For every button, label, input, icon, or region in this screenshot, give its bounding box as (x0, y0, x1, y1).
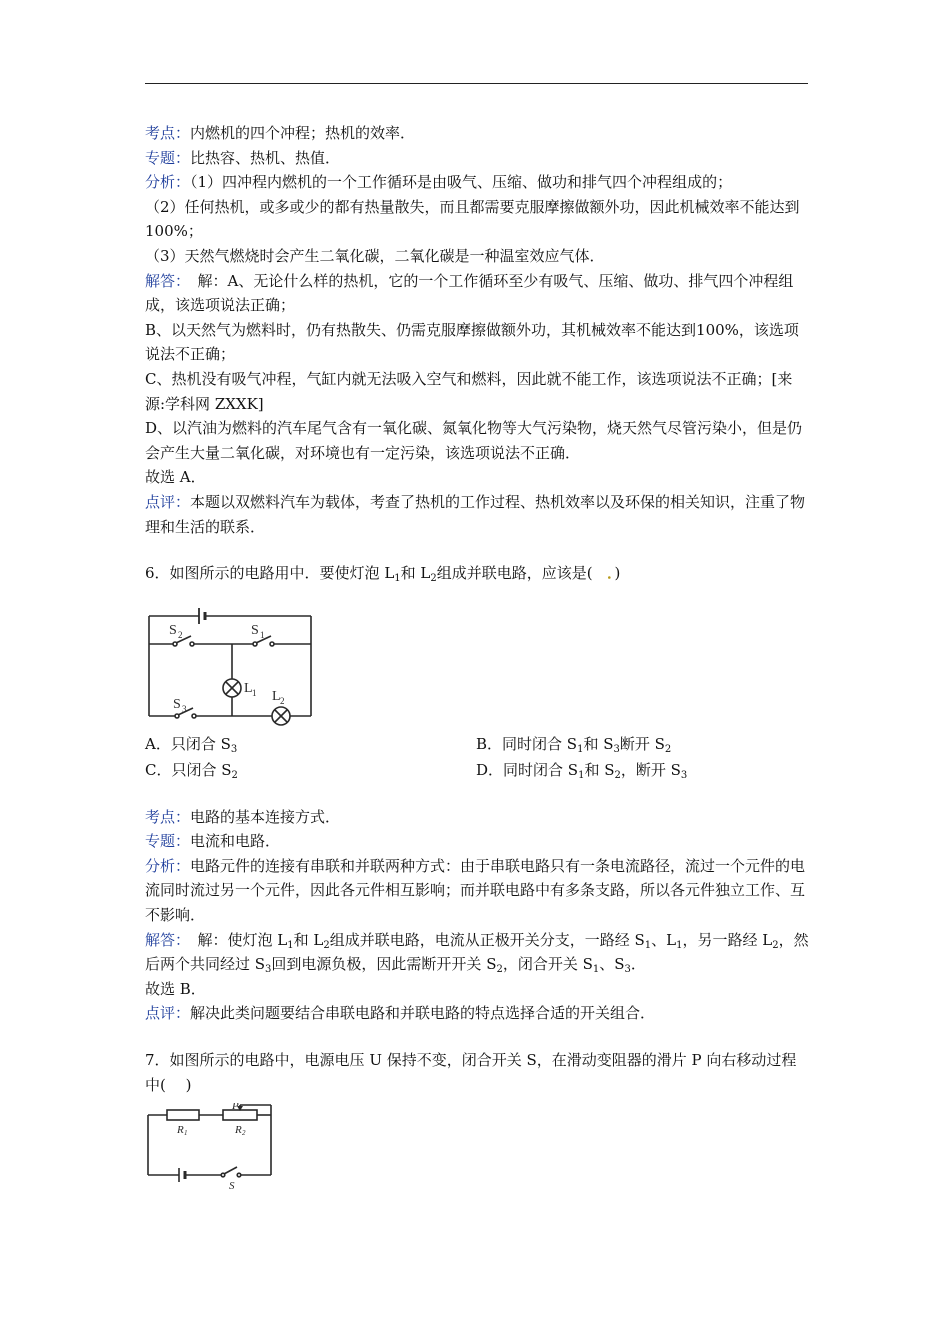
svg-text:S: S (251, 622, 259, 638)
guxuan: 故选 A． (145, 468, 206, 487)
svg-text:P: P (232, 1103, 239, 1113)
svg-text:R: R (235, 1124, 242, 1137)
svg-text:L: L (244, 680, 253, 696)
dianping-line: 点评：本题以双燃料汽车为载体，考查了热机的工作过程、热机效率以及环保的相关知识，注重了物理和生活的联系． (145, 492, 806, 536)
q6-stem: 6．如图所示的电路用中．要使灯泡 $L_1$和 $L_2$组成并联电路，应该是( ．) (145, 564, 621, 585)
svg-text:S: S (169, 622, 177, 638)
fenxi-label: 分析： (145, 173, 191, 192)
svg-text:2: 2 (242, 1129, 246, 1138)
guxuan-6: 故选 B． (145, 979, 206, 998)
choice-b[interactable]: B．同时闭合 $S_1$和 $S_3$断开 $S_2$ (476, 734, 672, 755)
q6-choices (145, 732, 810, 783)
dianping-line-6: 点评：解决此类问题要结合串联电路和并联电路的特点选择合适的开关组合． (145, 1004, 656, 1023)
answer-mark: ． (606, 564, 615, 583)
fenxi-line-6: 分析：电路元件的连接有串联和并联两种方式：由于串联电路只有一条电流路径，流过一个元件的电流同时流过另一个元件，因此各元件相互影响；而并联电路中有多条支路，所以各元件独立工作、互不影响． (145, 856, 806, 925)
jieda-c: C、热机没有吸气冲程，气缸内就无法吸入空气和燃料，因此就不能工作，该选项说法不正确；[来源:学科网 ZXXK] (145, 369, 793, 413)
jieda-label: 解答： (145, 271, 183, 290)
svg-text:1: 1 (184, 1129, 188, 1138)
jieda-line-6: 解答： 解：使灯泡 $L_1$和 $L_2$组成并联电路，电流从正极开关分支，一路经 $S_1$、$L_1$，另一路经 $L_2$，然后两个共同经过 $S_3$回到电源负极，因此需断开开关 $S_2$，闭合开关 $S_1$、$S_3$． (145, 930, 809, 976)
fenxi-line-3: （3）天然气燃烧时会产生二氧化碳，二氧化碳是一种温室效应气体． (145, 246, 605, 265)
zhuanti-label: 专题： (145, 148, 191, 167)
choice-c[interactable]: C．只闭合 $S_2$ (145, 760, 238, 781)
q7-stem: 7．如图所示的电路中，电源电压 U 保持不变，闭合开关 S，在滑动变阻器的滑片 P 向右移动过程中( ) (145, 1051, 797, 1094)
zhuanti-line: 专题：比热容、热机、热值． (145, 148, 341, 167)
svg-text:1: 1 (260, 629, 265, 640)
fenxi-line: 分析：（1）四冲程内燃机的一个工作循环是由吸气、压缩、做功和排气四个冲程组成的； (145, 173, 733, 192)
svg-text:S: S (229, 1180, 235, 1192)
fenxi-line-2: （2）任何热机，或多或少的都有热量散失，而且都需要克服摩擦做额外功，因此机械效率不能达到100%； (145, 197, 800, 241)
kaodian-line-6: 考点：电路的基本连接方式． (145, 807, 341, 826)
svg-text:2: 2 (178, 629, 183, 640)
kaodian-label: 考点： (145, 124, 191, 142)
page-content (145, 121, 810, 1191)
jieda-d: D、以汽油为燃料的汽车尾气含有一氧化碳、氮氧化物等大气污染物，烧天然气尽管污染小，但是仍会产生大量二氧化碳，对环境也有一定污染，该选项说法不正确． (145, 419, 803, 462)
circuit-diagram-q7 (145, 1103, 277, 1191)
svg-text:2: 2 (280, 695, 285, 706)
dianping-label: 点评： (145, 492, 191, 511)
svg-text:R: R (177, 1124, 184, 1137)
zhuanti-line-6: 专题：电流和电路． (145, 832, 281, 851)
kaodian-line: 考点：内燃机的四个冲程；热机的效率． (145, 124, 416, 142)
svg-text:S: S (173, 696, 181, 712)
choice-a[interactable]: A．只闭合 $S_3$ (145, 734, 238, 755)
circuit-diagram-q6 (145, 594, 317, 728)
svg-text:L: L (272, 688, 281, 704)
header-rule (145, 83, 808, 84)
choice-d[interactable]: D．同时闭合 $S_1$和 $S_2$，断开 $S_3$ (476, 760, 688, 781)
jieda-line: 解答： 解：A、无论什么样的热机，它的一个工作循环至少有吸气、压缩、做功、排气四个冲程组成，该选项说法正确； (145, 271, 794, 315)
jieda-b: B、以天然气为燃料时，仍有热散失、仍需克服摩擦做额外功，其机械效率不能达到100%，该选项说法不正确； (145, 320, 799, 364)
svg-text:1: 1 (252, 687, 257, 698)
svg-text:3: 3 (182, 703, 187, 714)
